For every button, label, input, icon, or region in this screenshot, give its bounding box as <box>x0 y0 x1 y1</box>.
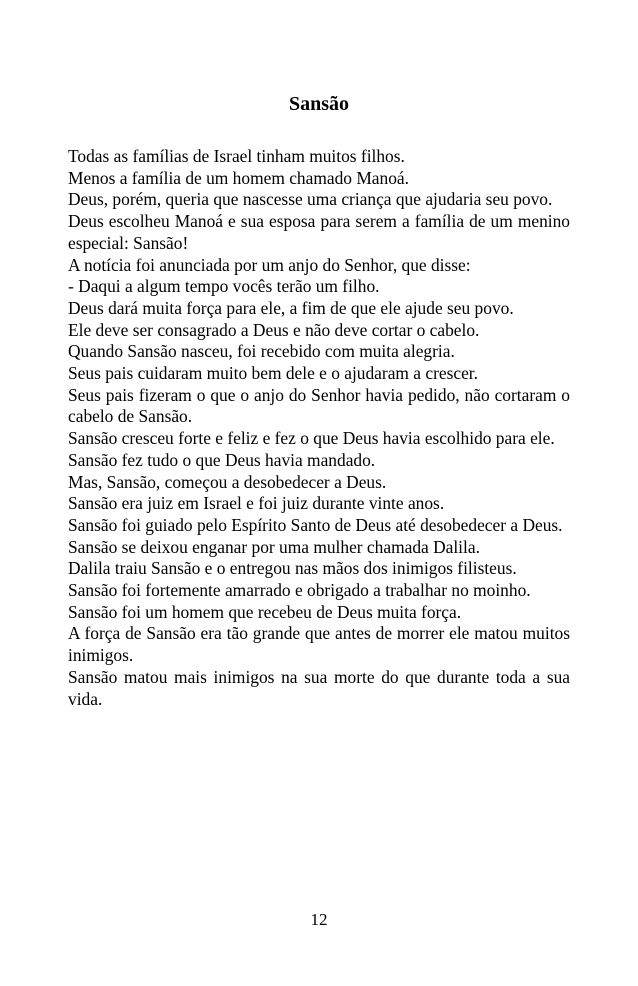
paragraph: Mas, Sansão, começou a desobedecer a Deus. <box>68 471 387 492</box>
paragraph: Menos a família de um homem chamado Manoá. <box>68 167 409 188</box>
paragraph: A notícia foi anunciada por um anjo do Senhor, que disse: <box>68 254 471 275</box>
paragraph: Quando Sansão nasceu, foi recebido com muita alegria. <box>68 341 455 362</box>
paragraph: Deus dará muita força para ele, a fim de que ele ajude seu povo. <box>68 297 514 318</box>
page-number: 12 <box>310 910 328 929</box>
paragraph: Sansão se deixou enganar por uma mulher chamada Dalila. <box>68 536 480 557</box>
paragraph: Sansão foi um homem que recebeu de Deus muita força. <box>68 601 462 622</box>
paragraph: Ele deve ser consagrado a Deus e não deve cortar o cabelo. <box>68 319 480 340</box>
page-title: Sansão <box>288 93 350 115</box>
paragraph: Seus pais fizeram o que o anjo do Senhor havia pedido, não cortaram o cabelo de Sansão. <box>68 384 570 427</box>
paragraph: Deus, porém, queria que nascesse uma criança que ajudaria seu povo. <box>68 189 553 210</box>
body-text <box>68 146 570 710</box>
paragraph: Sansão era juiz em Israel e foi juiz durante vinte anos. <box>68 493 445 514</box>
paragraph: Sansão matou mais inimigos na sua morte do que durante toda a sua vida. <box>68 666 570 709</box>
paragraph: A força de Sansão era tão grande que antes de morrer ele matou muitos inimigos. <box>68 623 570 666</box>
paragraph: Todas as famílias de Israel tinham muitos filhos. <box>68 146 405 166</box>
paragraph: Deus escolheu Manoá e sua esposa para serem a família de um menino especial: Sansão! <box>68 211 570 253</box>
paragraph: Sansão foi fortemente amarrado e obrigado a trabalhar no moinho. <box>68 580 531 601</box>
paragraph: Dalila traiu Sansão e o entregou nas mãos dos inimigos filisteus. <box>68 558 517 579</box>
paragraph: Sansão foi guiado pelo Espírito Santo de Deus até desobedecer a Deus. <box>68 514 563 535</box>
paragraph: Seus pais cuidaram muito bem dele e o ajudaram a crescer. <box>68 363 478 384</box>
paragraph: - Daqui a algum tempo vocês terão um filho. <box>68 276 380 297</box>
paragraph: Sansão fez tudo o que Deus havia mandado. <box>68 449 376 470</box>
paragraph: Sansão cresceu forte e feliz e fez o que Deus havia escolhido para ele. <box>68 428 555 449</box>
